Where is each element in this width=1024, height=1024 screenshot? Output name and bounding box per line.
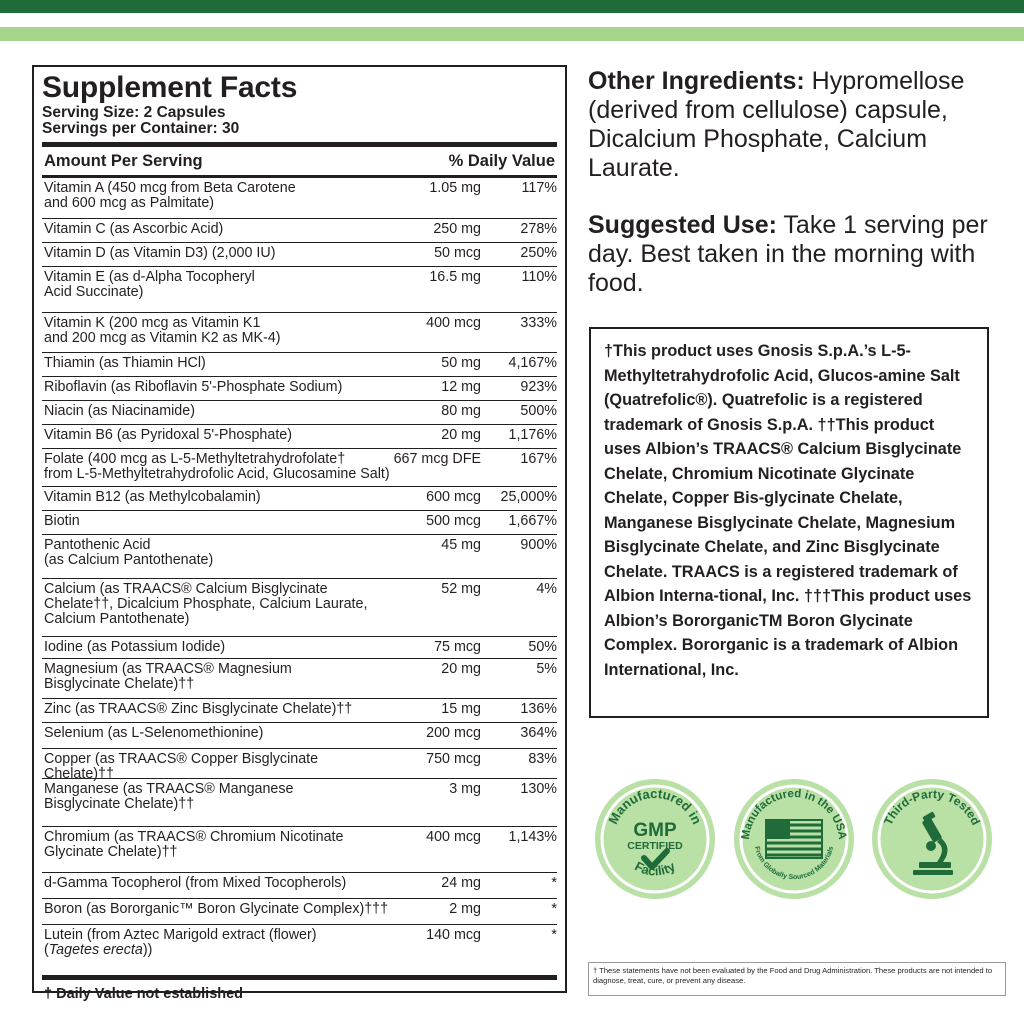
nutrient-daily-value: 167% — [520, 451, 557, 467]
nutrient-amount: 2 mg — [449, 901, 481, 917]
top-band-dark — [0, 0, 1024, 13]
nutrient-name: Vitamin C (as Ascorbic Acid) — [44, 221, 224, 237]
nutrient-name: Biotin — [44, 513, 80, 529]
nutrient-amount: 24 mg — [441, 875, 481, 891]
nutrient-name: Magnesium (as TRAACS® Magnesium Bisglycinate Chelate)†† — [44, 661, 292, 692]
nutrient-amount: 80 mg — [441, 403, 481, 419]
other-ingredients — [588, 67, 998, 183]
nutrient-amount: 15 mg — [441, 701, 481, 717]
gmp-certified-badge — [594, 778, 716, 900]
nutrient-amount: 750 mcg — [426, 751, 481, 767]
facts-row — [42, 178, 557, 218]
nutrient-name: Niacin (as Niacinamide) — [44, 403, 195, 419]
facts-row — [42, 924, 557, 970]
nutrient-daily-value: 1,143% — [508, 829, 557, 845]
nutrient-amount: 50 mg — [441, 355, 481, 371]
supplement-facts-panel — [32, 65, 567, 1002]
facts-row — [42, 748, 557, 782]
nutrient-daily-value: 130% — [520, 781, 557, 797]
facts-row — [42, 242, 557, 266]
nutrient-name: d-Gamma Tocopherol (from Mixed Tocopherols) — [44, 875, 347, 891]
facts-row — [42, 534, 557, 578]
facts-rows — [42, 178, 557, 970]
amount-header: Amount Per Serving — [44, 151, 203, 170]
gmp-badge-bottom-text: Facility — [632, 858, 678, 879]
nutrient-daily-value: * — [551, 927, 557, 943]
facts-row — [42, 400, 557, 424]
nutrient-name: Riboflavin (as Riboflavin 5'-Phosphate Sodium) — [44, 379, 343, 395]
nutrient-daily-value: * — [551, 901, 557, 917]
nutrient-amount: 500 mcg — [426, 513, 481, 529]
servings-per-container: Servings per Container: 30 — [42, 120, 240, 137]
usa-badge-top-text: Manufactured in the USA — [739, 787, 849, 841]
nutrient-name: Vitamin B12 (as Methylcobalamin) — [44, 489, 261, 505]
gmp-badge-top-text: Manufactured in — [605, 785, 705, 827]
nutrient-daily-value: 136% — [520, 701, 557, 717]
nutrient-daily-value: 333% — [520, 315, 557, 331]
nutrient-daily-value: 50% — [528, 639, 557, 655]
nutrient-daily-value: 83% — [528, 751, 557, 767]
nutrient-daily-value: 500% — [520, 403, 557, 419]
facts-header-row — [42, 147, 557, 175]
nutrient-name: Calcium (as TRAACS® Calcium Bisglycinate Chelate††, Dicalcium Phosphate, Calcium Laurate, Calcium Pantothenate) — [44, 581, 368, 627]
facts-row — [42, 266, 557, 312]
daily-value-header: % Daily Value — [448, 151, 555, 170]
nutrient-daily-value: 117% — [521, 180, 557, 196]
other-ingredients-text: Hypromellose (derived from cellulose) capsule, Dicalcium Phosphate, Calcium Laurate. — [588, 67, 965, 182]
tested-badge-top-text: Third-Party Tested — [880, 786, 984, 828]
nutrient-daily-value: * — [551, 875, 557, 891]
nutrient-name: Boron (as Bororganic™ Boron Glycinate Complex)††† — [44, 901, 389, 917]
nutrient-amount: 667 mcg DFE — [393, 451, 481, 467]
facts-footnote: † Daily Value not established — [44, 986, 244, 1002]
facts-row — [42, 722, 557, 748]
suggested-use-label: Suggested Use: — [588, 211, 777, 239]
fda-disclaimer: † These statements have not been evaluated by the Food and Drug Administration. These products are not intended to diagnose, treat, cure, or prevent any disease. — [588, 962, 1006, 996]
suggested-use-text: Take 1 serving per day. Best taken in the morning with food. — [588, 211, 988, 297]
facts-row — [42, 312, 557, 352]
facts-row — [42, 826, 557, 872]
nutrient-name: Vitamin A (450 mcg from Beta Carotene and 600 mcg as Palmitate) — [44, 180, 296, 211]
nutrient-daily-value: 250% — [520, 245, 557, 261]
trademark-notes: †This product uses Gnosis S.p.A.’s L-5-Methyltetrahydrofolic Acid, Glucos-amine Salt (Quatrefolic®). Quatrefolic is a registered trademark of Gnosis S.p.A. ††This product uses Albion’s TRAACS® Calcium Bisglycinate Chelate, Chromium Nicotinate Glycinate Chelate, Copper Bis-glycinate Chelate, Manganese Bisglycinate Chelate, Magnesium Bisglycinate Chelate, and Zinc Bisglycinate Chelate. TRAACS is a registered trademark of Albion Interna-tional, Inc. †††This product uses Albion’s BororganicTM Boron Glycinate Complex. Bororganic is a trademark of Albion International, Inc. — [589, 327, 989, 718]
nutrient-name: Vitamin B6 (as Pyridoxal 5'-Phosphate) — [44, 427, 293, 443]
nutrient-daily-value: 1,667% — [508, 513, 557, 529]
nutrient-daily-value: 110% — [521, 269, 557, 285]
nutrient-name: Vitamin E (as d-Alpha Tocopheryl Acid Succinate) — [44, 269, 255, 300]
other-ingredients-label: Other Ingredients: — [588, 67, 805, 95]
nutrient-name: Iodine (as Potassium Iodide) — [44, 639, 226, 655]
nutrient-name: Thiamin (as Thiamin HCl) — [44, 355, 206, 371]
nutrient-daily-value: 4% — [536, 581, 557, 597]
nutrient-amount: 600 mcg — [426, 489, 481, 505]
nutrient-amount: 1.05 mg — [429, 180, 481, 196]
facts-row — [42, 698, 557, 722]
nutrient-amount: 52 mg — [441, 581, 481, 597]
facts-row — [42, 898, 557, 924]
gmp-badge-sub-text: CERTIFIED — [627, 840, 683, 852]
nutrient-daily-value: 25,000% — [500, 489, 557, 505]
nutrient-amount: 3 mg — [449, 781, 481, 797]
suggested-use — [588, 211, 998, 298]
nutrient-amount: 140 mcg — [426, 927, 481, 943]
nutrient-amount: 16.5 mg — [429, 269, 481, 285]
nutrient-amount: 20 mg — [441, 427, 481, 443]
facts-row — [42, 636, 557, 658]
nutrient-name: Vitamin K (200 mcg as Vitamin K1 and 200 mcg as Vitamin K2 as MK-4) — [44, 315, 281, 346]
nutrient-daily-value: 364% — [520, 725, 557, 741]
nutrient-name: Chromium (as TRAACS® Chromium Nicotinate Glycinate Chelate)†† — [44, 829, 344, 860]
facts-row — [42, 578, 557, 636]
nutrient-amount: 400 mcg — [426, 829, 481, 845]
nutrient-daily-value: 5% — [536, 661, 557, 677]
facts-row — [42, 658, 557, 698]
nutrient-amount: 75 mcg — [434, 639, 481, 655]
nutrient-daily-value: 1,176% — [508, 427, 557, 443]
nutrient-name: Folate (400 mcg as L-5-Methyltetrahydrofolate† from L-5-Methyltetrahydrofolic Acid, Glucosamine Salt) — [44, 451, 390, 482]
nutrient-amount: 45 mg — [441, 537, 481, 553]
nutrient-daily-value: 900% — [520, 537, 557, 553]
usa-badge-bottom-text: From Globally Sourced Materials — [752, 845, 836, 882]
made-in-usa-badge — [733, 778, 855, 900]
nutrient-name: Selenium (as L-Selenomethionine) — [44, 725, 264, 741]
nutrient-daily-value: 4,167% — [508, 355, 557, 371]
nutrient-name: Manganese (as TRAACS® Manganese Bisglycinate Chelate)†† — [44, 781, 294, 812]
serving-size: Serving Size: 2 Capsules — [42, 104, 226, 121]
facts-row — [42, 510, 557, 534]
facts-row — [42, 424, 557, 448]
facts-row — [42, 448, 557, 486]
nutrient-name: Lutein (from Aztec Marigold extract (flower) (Tagetes erecta)) — [44, 927, 317, 958]
nutrient-amount: 400 mcg — [426, 315, 481, 331]
third-party-tested-badge — [871, 778, 993, 900]
facts-row — [42, 352, 557, 376]
facts-title: Supplement Facts — [42, 71, 298, 104]
facts-row — [42, 376, 557, 400]
nutrient-name: Pantothenic Acid (as Calcium Pantothenate) — [44, 537, 214, 568]
nutrient-amount: 12 mg — [441, 379, 481, 395]
gmp-badge-main-text: GMP — [633, 820, 677, 841]
nutrient-name: Zinc (as TRAACS® Zinc Bisglycinate Chelate)†† — [44, 701, 353, 717]
nutrient-name: Copper (as TRAACS® Copper Bisglycinate Chelate)†† — [44, 751, 319, 782]
nutrient-amount: 20 mg — [441, 661, 481, 677]
facts-row — [42, 486, 557, 510]
nutrient-amount: 250 mg — [433, 221, 481, 237]
facts-row — [42, 218, 557, 242]
facts-row — [42, 872, 557, 898]
top-band-light — [0, 27, 1024, 41]
nutrient-daily-value: 923% — [520, 379, 557, 395]
nutrient-amount: 50 mcg — [434, 245, 481, 261]
nutrient-daily-value: 278% — [520, 221, 557, 237]
facts-row — [42, 778, 557, 826]
nutrient-name: Vitamin D (as Vitamin D3) (2,000 IU) — [44, 245, 276, 261]
nutrient-amount: 200 mcg — [426, 725, 481, 741]
